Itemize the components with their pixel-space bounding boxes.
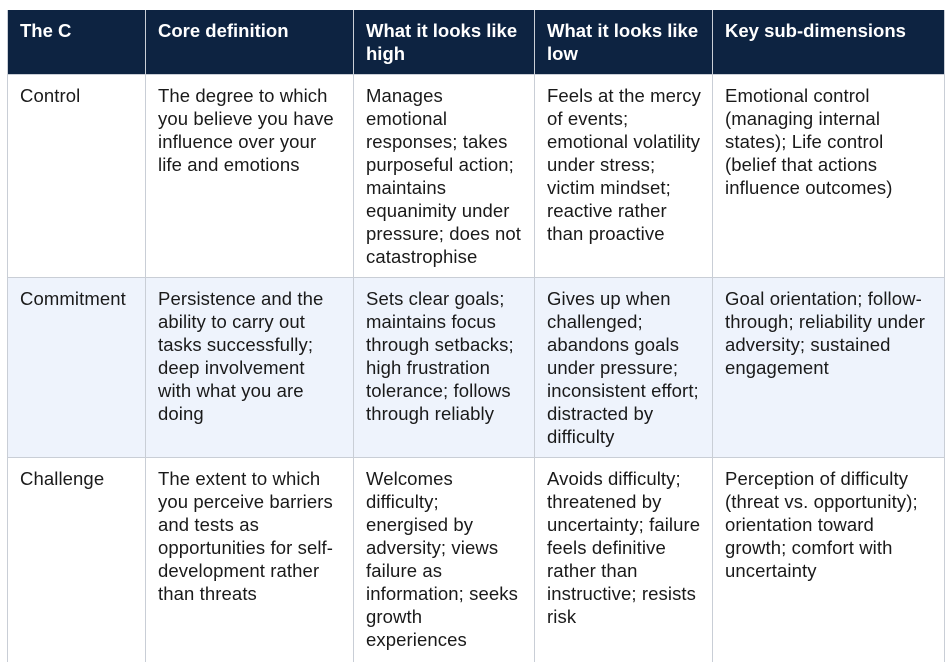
cell-looks-like-low: Feels at the mercy of events; emotional volatility under stress; victim mindset; reactive rather than proactive bbox=[535, 75, 713, 278]
cell-the-c: Challenge bbox=[8, 458, 146, 662]
cell-the-c: Control bbox=[8, 75, 146, 278]
cell-key-sub-dimensions: Emotional control (managing internal states); Life control (belief that actions influence outcomes) bbox=[713, 75, 945, 278]
header-row bbox=[8, 10, 945, 75]
cell-looks-like-high: Welcomes difficulty; energised by adversity; views failure as information; seeks growth experiences bbox=[354, 458, 535, 662]
cell-looks-like-high: Manages emotional responses; takes purposeful action; maintains equanimity under pressure; does not catastrophise bbox=[354, 75, 535, 278]
header-looks-like-high: What it looks like high bbox=[354, 10, 535, 75]
table-row-challenge bbox=[8, 458, 945, 662]
cell-key-sub-dimensions: Goal orientation; follow-through; reliability under adversity; sustained engagement bbox=[713, 278, 945, 458]
cell-the-c: Commitment bbox=[8, 278, 146, 458]
cell-core-definition: Persistence and the ability to carry out tasks successfully; deep involvement with what you are doing bbox=[146, 278, 354, 458]
table-body bbox=[8, 75, 945, 662]
header-key-sub-dimensions: Key sub-dimensions bbox=[713, 10, 945, 75]
four-cs-table bbox=[7, 10, 945, 662]
cell-looks-like-low: Gives up when challenged; abandons goals under pressure; inconsistent effort; distracted by difficulty bbox=[535, 278, 713, 458]
cell-looks-like-high: Sets clear goals; maintains focus through setbacks; high frustration tolerance; follows through reliably bbox=[354, 278, 535, 458]
table-row-control bbox=[8, 75, 945, 278]
cell-looks-like-low: Avoids difficulty; threatened by uncertainty; failure feels definitive rather than instructive; resists risk bbox=[535, 458, 713, 662]
header-looks-like-low: What it looks like low bbox=[535, 10, 713, 75]
table-header bbox=[8, 10, 945, 75]
four-cs-table-container bbox=[7, 10, 944, 662]
cell-key-sub-dimensions: Perception of difficulty (threat vs. opportunity); orientation toward growth; comfort with uncertainty bbox=[713, 458, 945, 662]
table-row-commitment bbox=[8, 278, 945, 458]
cell-core-definition: The degree to which you believe you have influence over your life and emotions bbox=[146, 75, 354, 278]
header-core-definition: Core definition bbox=[146, 10, 354, 75]
header-the-c: The C bbox=[8, 10, 146, 75]
cell-core-definition: The extent to which you perceive barriers and tests as opportunities for self-development rather than threats bbox=[146, 458, 354, 662]
